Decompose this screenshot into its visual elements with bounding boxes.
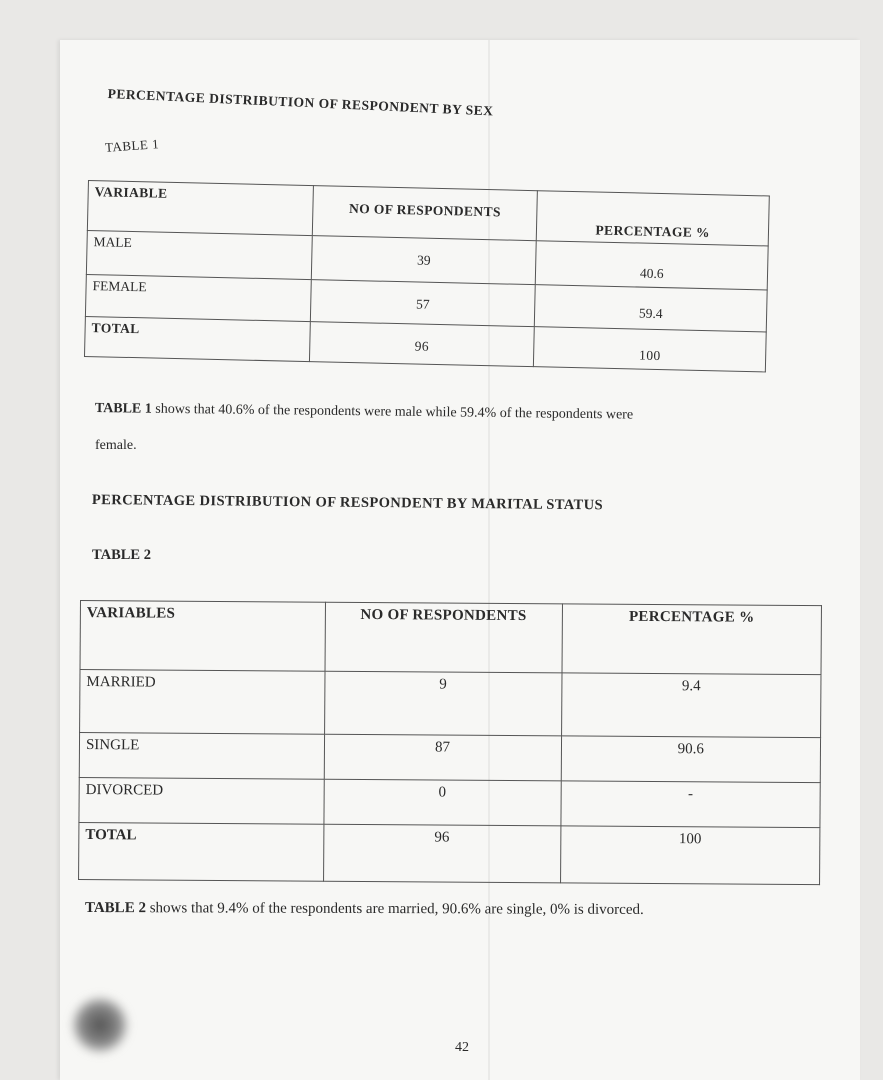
table-2-cell: 0	[323, 779, 560, 825]
table-1-label: TABLE 1	[104, 136, 160, 155]
table-2-cell: -	[561, 781, 821, 828]
table-2-cell: 87	[324, 735, 561, 781]
table-1-cell: 59.4	[535, 285, 767, 332]
table-2-cell: 100	[560, 826, 820, 885]
table-2-cell: 9.4	[561, 673, 821, 738]
table-2-label: TABLE 2	[92, 547, 151, 563]
finger-smudge	[70, 995, 130, 1055]
page-number: 42	[455, 1040, 469, 1055]
table-2-row-label: MARRIED	[80, 670, 325, 735]
heading-sex-distribution: PERCENTAGE DISTRIBUTION OF RESPONDENT BY SEX	[107, 86, 494, 119]
table-2-header-percentage: PERCENTAGE %	[562, 604, 822, 675]
table-2-row-label: TOTAL	[79, 822, 324, 881]
table-1-cell: 96	[309, 322, 535, 367]
table-1-header-variable: VARIABLE	[87, 181, 313, 236]
table-1-cell: 39	[311, 236, 537, 285]
table-2-row-label: SINGLE	[79, 733, 324, 780]
table-2	[78, 600, 822, 885]
table-1-header-respondents: NO OF RESPONDENTS	[312, 186, 538, 241]
table-2-summary-text: shows that 9.4% of the respondents are married, 90.6% are single, 0% is divorced.	[145, 900, 644, 918]
table-1-row-label: FEMALE	[85, 274, 311, 321]
table-1-summary-line2: female.	[95, 438, 137, 453]
table-2-cell: 96	[323, 824, 561, 883]
heading-marital-distribution: PERCENTAGE DISTRIBUTION OF RESPONDENT BY MARITAL STATUS	[91, 492, 604, 514]
table-1-summary-text: shows that 40.6% of the respondents were male while 59.4% of the respondents were	[151, 401, 634, 423]
table-1-summary-ref: TABLE 1	[94, 400, 152, 417]
table-2-cell: 9	[324, 671, 562, 736]
table-2-header-variables: VARIABLES	[80, 601, 325, 672]
table-1-cell: 40.6	[536, 241, 769, 290]
table-2-cell: 90.6	[561, 736, 821, 783]
table-1-cell: 57	[310, 280, 536, 327]
table-2-header-respondents: NO OF RESPONDENTS	[325, 602, 563, 673]
table-1	[84, 180, 770, 365]
table-1-cell: 100	[534, 327, 766, 372]
table-2-summary-ref: TABLE 2	[84, 900, 146, 917]
table-1-row-label: TOTAL	[84, 316, 310, 361]
table-1-row-label: MALE	[86, 230, 312, 279]
table-2-row-label: DIVORCED	[79, 778, 324, 825]
table-2-summary	[85, 900, 805, 920]
table-1-header-percentage: PERCENTAGE %	[537, 191, 770, 246]
